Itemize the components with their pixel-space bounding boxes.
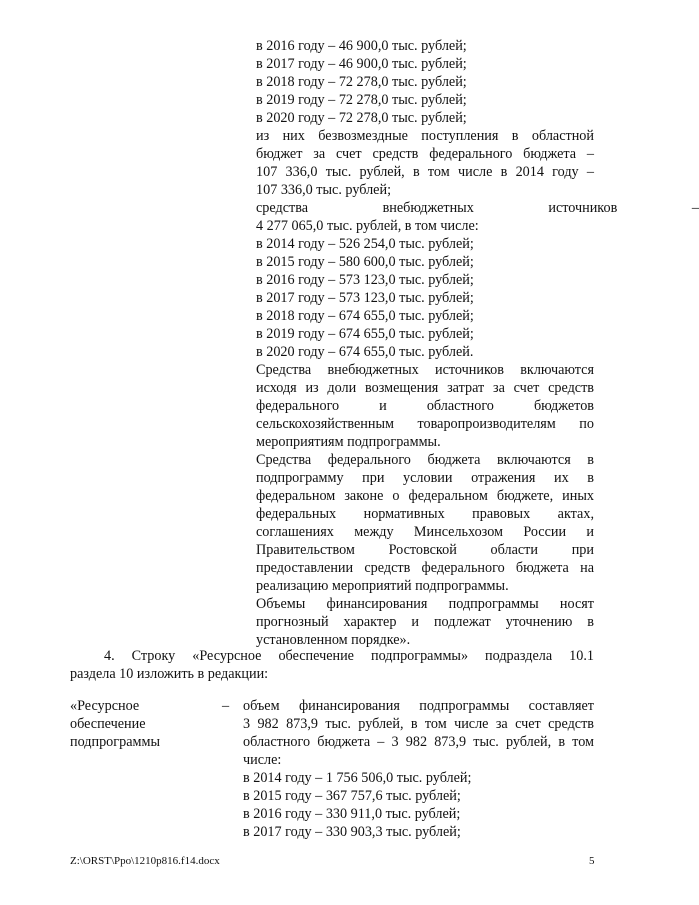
text-line: реализацию мероприятий подпрограммы. bbox=[256, 578, 509, 594]
text-line: в 2019 году – 72 278,0 тыс. рублей; bbox=[256, 92, 467, 108]
text-line: Средства внебюджетных источников включаются bbox=[256, 362, 594, 378]
text-line: в 2017 году – 573 123,0 тыс. рублей; bbox=[256, 290, 474, 306]
text-line: установленном порядке». bbox=[256, 632, 411, 648]
text-line: подпрограмму при условии отражения их в bbox=[256, 470, 594, 486]
text-line: в 2014 году – 526 254,0 тыс. рублей; bbox=[256, 236, 474, 252]
text-line: из них безвозмездные поступления в областной bbox=[256, 128, 594, 144]
text-line: федерального и областного бюджетов bbox=[256, 398, 594, 414]
text-line: в 2016 году – 330 911,0 тыс. рублей; bbox=[243, 806, 461, 822]
text-line: 4 277 065,0 тыс. рублей, в том числе: bbox=[256, 218, 479, 234]
text-line: 107 336,0 тыс. рублей, в том числе в 2014 году – bbox=[256, 164, 594, 180]
dash-separator: – bbox=[222, 698, 230, 714]
text-line: Объемы финансирования подпрограммы носят bbox=[256, 596, 594, 612]
paragraph-line: 4. Строку «Ресурсное обеспечение подпрограммы» подраздела 10.1 bbox=[104, 648, 594, 664]
text-line: в 2017 году – 330 903,3 тыс. рублей; bbox=[243, 824, 461, 840]
text-line: в 2018 году – 674 655,0 тыс. рублей; bbox=[256, 308, 474, 324]
text-line: сельскохозяйственным товаропроизводителям по bbox=[256, 416, 594, 432]
text-line: Правительством Ростовской области при bbox=[256, 542, 594, 558]
text-line: в 2016 году – 46 900,0 тыс. рублей; bbox=[256, 38, 467, 54]
text-line: предоставлении средств федерального бюджета на bbox=[256, 560, 594, 576]
text-line: областного бюджета – 3 982 873,9 тыс. рублей, в том bbox=[243, 734, 594, 750]
text-line: 3 982 873,9 тыс. рублей, в том числе за счет средств bbox=[243, 716, 594, 732]
text-line: в 2015 году – 367 757,6 тыс. рублей; bbox=[243, 788, 461, 804]
text-line: числе: bbox=[243, 752, 282, 768]
text-line: в 2018 году – 72 278,0 тыс. рублей; bbox=[256, 74, 467, 90]
text-line: исходя из доли возмещения затрат за счет средств bbox=[256, 380, 594, 396]
text-line: в 2015 году – 580 600,0 тыс. рублей; bbox=[256, 254, 474, 270]
text-line: федеральном законе о федеральном бюджете, иных bbox=[256, 488, 594, 504]
text-line: в 2020 году – 674 655,0 тыс. рублей. bbox=[256, 344, 474, 360]
paragraph-line: раздела 10 изложить в редакции: bbox=[70, 666, 269, 682]
text-line: мероприятиям подпрограммы. bbox=[256, 434, 441, 450]
text-line: соглашениях между Минсельхозом России и bbox=[256, 524, 594, 540]
text-line: в 2016 году – 573 123,0 тыс. рублей; bbox=[256, 272, 474, 288]
text-line: в 2019 году – 674 655,0 тыс. рублей; bbox=[256, 326, 474, 342]
label-line: подпрограммы bbox=[70, 734, 160, 750]
footer-file-path: Z:\ORST\Ppo\1210p816.f14.docx bbox=[70, 855, 220, 867]
text-line: в 2017 году – 46 900,0 тыс. рублей; bbox=[256, 56, 467, 72]
text-line: Средства федерального бюджета включаются в bbox=[256, 452, 594, 468]
text-line: прогнозный характер и подлежат уточнению в bbox=[256, 614, 594, 630]
text-line: в 2014 году – 1 756 506,0 тыс. рублей; bbox=[243, 770, 472, 786]
text-line: 107 336,0 тыс. рублей; bbox=[256, 182, 392, 198]
text-line: объем финансирования подпрограммы составляет bbox=[243, 698, 594, 714]
page-number: 5 bbox=[589, 855, 595, 867]
text-line: федеральных нормативных правовых актах, bbox=[256, 506, 594, 522]
label-line: «Ресурсное bbox=[70, 698, 140, 714]
label-line: обеспечение bbox=[70, 716, 146, 732]
text-line: бюджет за счет средств федерального бюджета – bbox=[256, 146, 594, 162]
text-line: средства внебюджетных источников – bbox=[256, 200, 699, 216]
text-line: в 2020 году – 72 278,0 тыс. рублей; bbox=[256, 110, 467, 126]
